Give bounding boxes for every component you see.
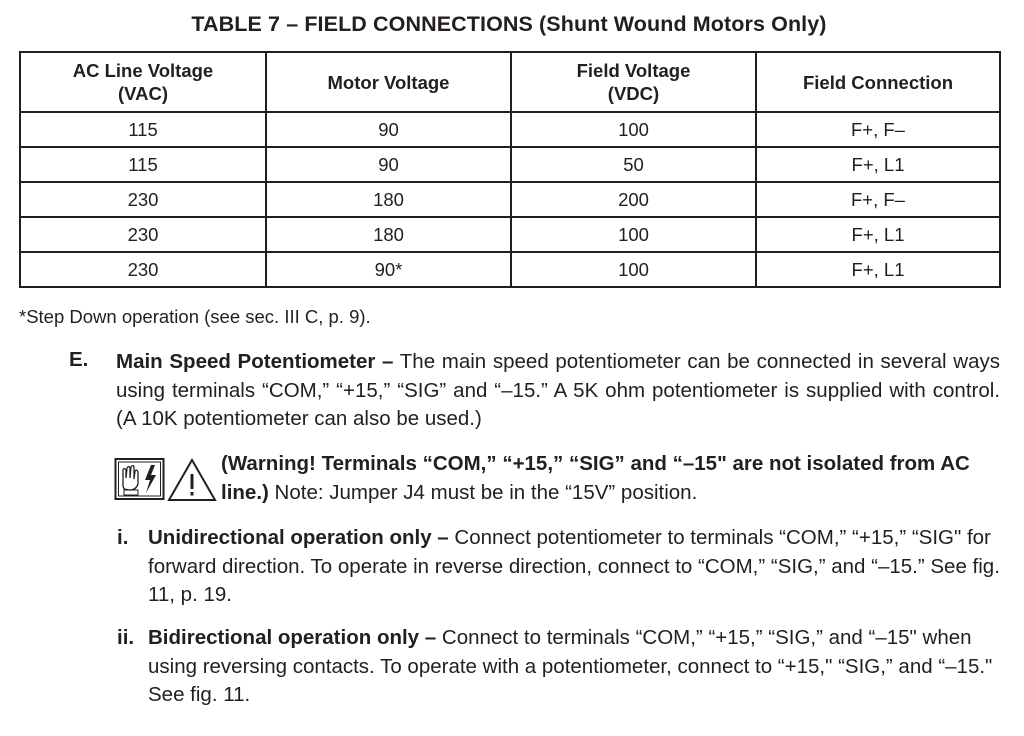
section-label: E. — [69, 348, 89, 371]
header-ac-line-voltage — [20, 52, 266, 112]
header-motor-voltage — [266, 52, 511, 112]
cell: F+, L1 — [756, 217, 1000, 252]
cell: 90* — [266, 252, 511, 287]
subsection-label: ii. — [117, 626, 135, 649]
warning-paragraph — [221, 450, 1001, 507]
cell: F+, F– — [756, 182, 1000, 217]
cell: F+, L1 — [756, 147, 1000, 182]
header-text: Field Connection — [802, 71, 954, 93]
jumper-note: Note: Jumper J4 must be in the “15V” position. — [268, 480, 698, 504]
header-text: Field Voltage — [576, 60, 691, 81]
cell: 180 — [266, 182, 511, 217]
table-title: TABLE 7 – FIELD CONNECTIONS (Shunt Wound Motors Only) — [191, 12, 827, 36]
cell: 230 — [20, 217, 266, 252]
cell: 180 — [266, 217, 511, 252]
subsection-bidirectional — [148, 624, 1000, 710]
cell: 115 — [20, 147, 266, 182]
section-body: The main speed potentiometer can be connected in several ways using terminals “COM,” “+15,” “SIG” and “–15.” A 5K ohm potentiometer is supplied with control. (A 10K potentiometer can also be used.) — [116, 350, 1000, 430]
table-header-row — [20, 52, 1000, 112]
caution-triangle-icon — [169, 460, 215, 500]
table-row — [20, 147, 1000, 182]
cell: 230 — [20, 252, 266, 287]
subsection-heading: Unidirectional operation only – — [148, 526, 449, 549]
table-row — [20, 217, 1000, 252]
cell: 100 — [511, 112, 756, 147]
cell: 90 — [266, 112, 511, 147]
cell: 115 — [20, 112, 266, 147]
warning-text: (Warning! Terminals “COM,” “+15,” “SIG” and “–15" are not isolated from AC line.) — [221, 452, 970, 504]
cell: 100 — [511, 252, 756, 287]
cell: 100 — [511, 217, 756, 252]
header-field-voltage — [511, 52, 756, 112]
section-heading: Main Speed Potentiometer – — [116, 350, 394, 373]
field-connections-table — [19, 51, 1001, 288]
cell: 200 — [511, 182, 756, 217]
subsection-heading: Bidirectional operation only – — [148, 626, 437, 649]
cell: F+, L1 — [756, 252, 1000, 287]
subsection-body: Connect to terminals “COM,” “+15,” “SIG,” and “–15" when using reversing contacts. To operate with a potentiometer, connect to “+15," “SIG,” and “–15." See fig. 11. — [148, 626, 993, 706]
cell: F+, F– — [756, 112, 1000, 147]
table-row — [20, 252, 1000, 287]
section-e-paragraph — [116, 348, 1000, 434]
header-text: Motor Voltage — [327, 71, 450, 93]
warning-icons — [114, 456, 218, 502]
cell: 90 — [266, 147, 511, 182]
header-unit: (VAC) — [117, 83, 168, 104]
header-unit: (VDC) — [607, 83, 660, 104]
subsection-body: Connect potentiometer to terminals “COM,” “+15,” “SIG" for forward direction. To operate in reverse direction, connect to “COM,” “SIG,” and “–15.” See fig. 11, p. 19. — [148, 526, 1000, 606]
subsection-label: i. — [117, 526, 129, 549]
table-row — [20, 112, 1000, 147]
header-field-connection — [756, 52, 1000, 112]
header-text: AC Line Voltage — [72, 60, 214, 81]
cell: 230 — [20, 182, 266, 217]
subsection-unidirectional — [148, 524, 1000, 610]
cell: 50 — [511, 147, 756, 182]
electric-shock-hand-icon — [116, 459, 164, 499]
table-footnote: *Step Down operation (see sec. III C, p. 9). — [19, 306, 371, 327]
table-row — [20, 182, 1000, 217]
